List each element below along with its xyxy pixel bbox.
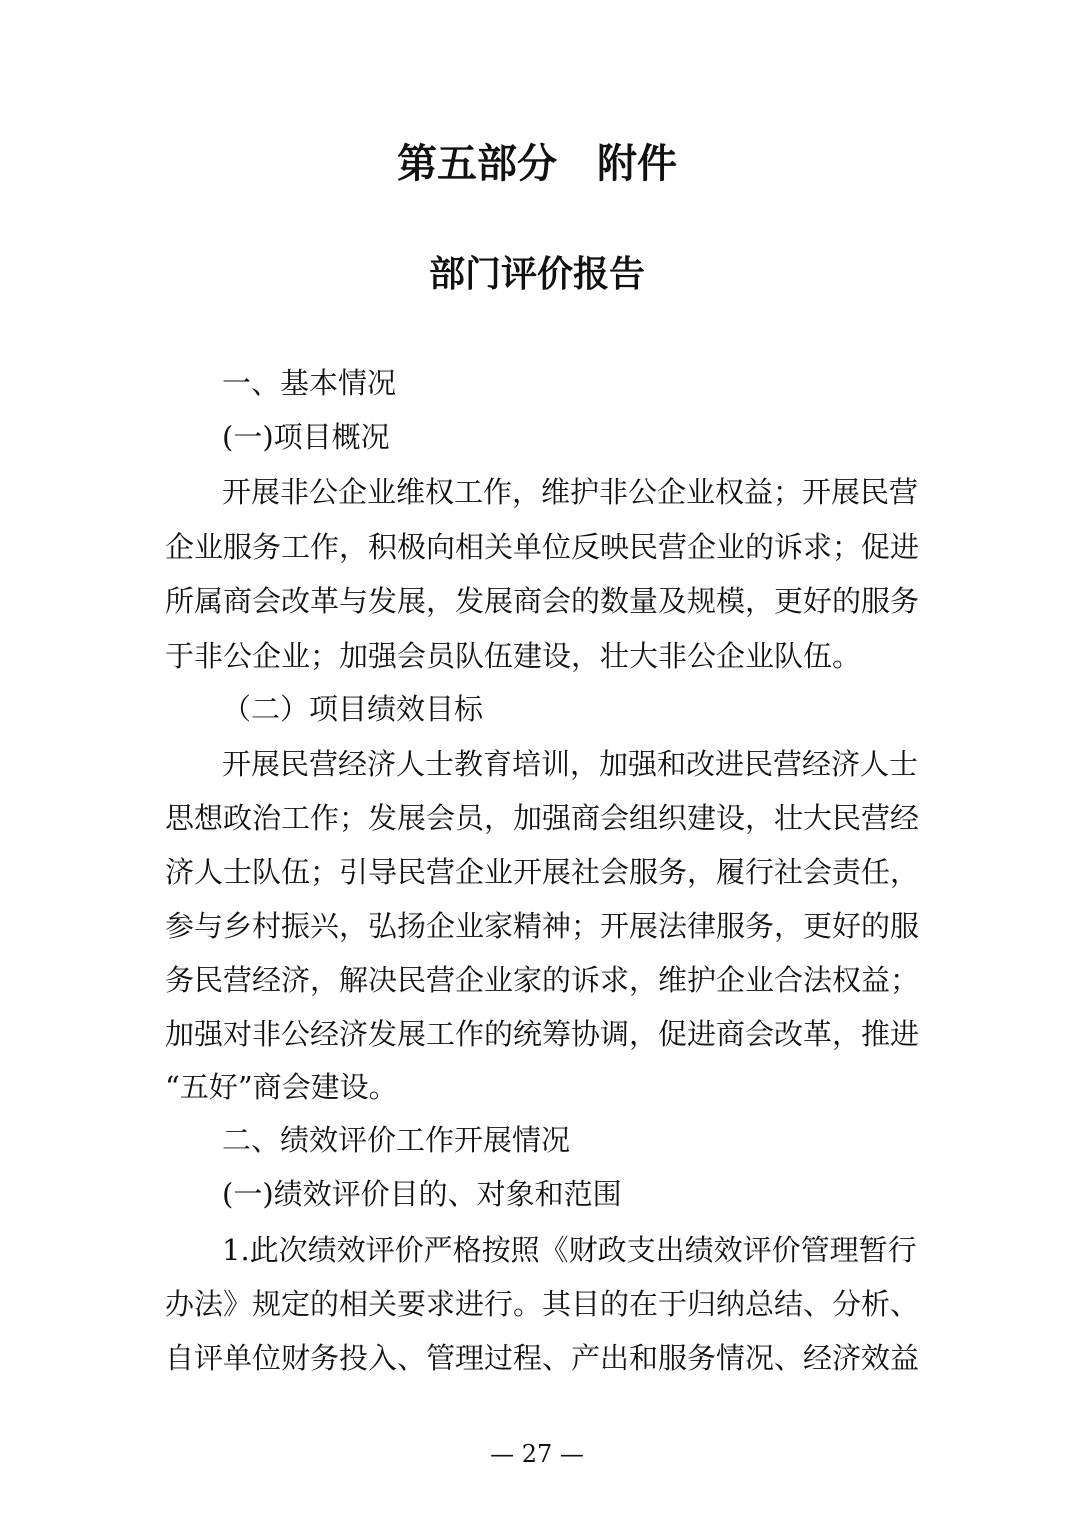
part-title: 第五部分 附件: [397, 141, 677, 187]
body-text-line: 思想政治工作；发展会员，加强商会组织建设，壮大民营经: [165, 801, 920, 835]
body-text-line: 于非公企业；加强会员队伍建设，壮大非公企业队伍。: [165, 639, 862, 673]
body-text-line: 自评单位财务投入、管理过程、产出和服务情况、经济效益: [165, 1341, 920, 1375]
section-heading: 一、基本情况: [222, 366, 397, 400]
body-text-line: 加强对非公经济发展工作的统筹协调，促进商会改革，推进: [165, 1017, 920, 1051]
body-text-line: 开展非公企业维权工作，维护非公企业权益；开展民营: [222, 475, 919, 509]
body-text-line: 务民营经济，解决民营企业家的诉求，维护企业合法权益；: [165, 963, 920, 997]
section-heading: 二、绩效评价工作开展情况: [222, 1123, 571, 1157]
body-text-line: 开展民营经济人士教育培训，加强和改进民营经济人士: [222, 747, 919, 781]
subsection-heading: (一)项目概况: [222, 420, 390, 454]
body-text-line: 济人士队伍；引导民营企业开展社会服务，履行社会责任，: [165, 855, 920, 889]
body-text-line: 1.此次绩效评价严格按照《财政支出绩效评价管理暂行: [222, 1233, 917, 1267]
body-text-line: “五好”商会建设。: [165, 1070, 398, 1104]
body-text-line: 参与乡村振兴，弘扬企业家精神；开展法律服务，更好的服: [165, 909, 920, 943]
subsection-heading: (一)绩效评价目的、对象和范围: [222, 1177, 622, 1211]
page-number: — 27 —: [490, 1440, 584, 1468]
subsection-heading: （二）项目绩效目标: [222, 692, 484, 726]
body-text-line: 企业服务工作，积极向相关单位反映民营企业的诉求；促进: [165, 530, 920, 564]
report-title: 部门评价报告: [428, 253, 645, 295]
body-text-line: 办法》规定的相关要求进行。其目的在于归纳总结、分析、: [165, 1287, 920, 1321]
body-text-line: 所属商会改革与发展，发展商会的数量及规模，更好的服务: [165, 584, 920, 618]
